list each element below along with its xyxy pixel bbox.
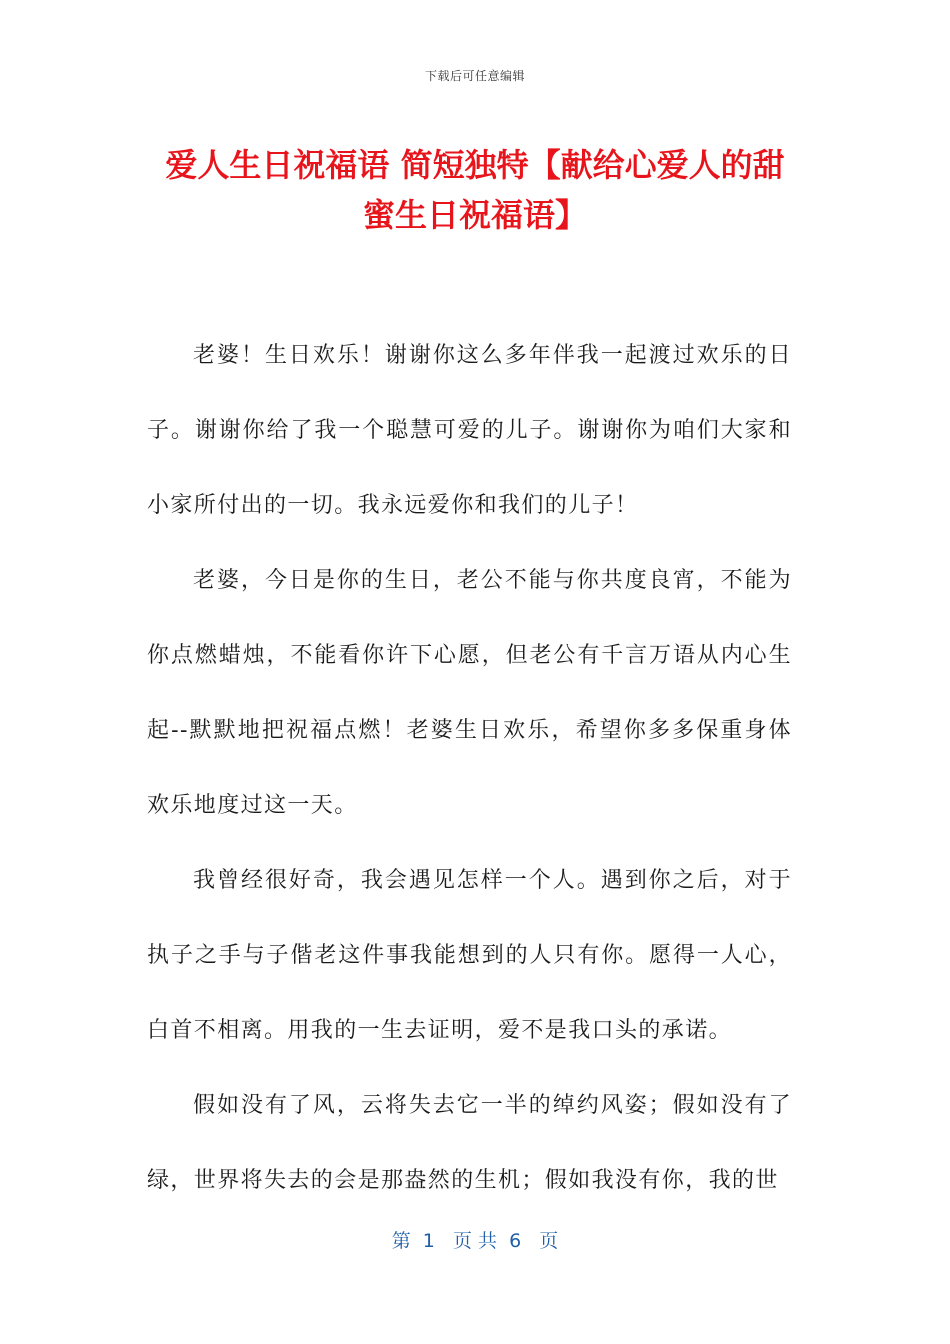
page-number-footer: 第 1 页 共 6 页 (391, 1230, 559, 1252)
paragraph-2: 老婆，今日是你的生日，老公不能与你共度良宵，不能为你点燃蜡烛，不能看你许下心愿，但老公有千言万语从内心生起--默默地把祝福点燃！老婆生日欢乐，希望你多多保重身体欢乐地度过这一天。 (147, 568, 792, 818)
paragraph-4: 假如没有了风，云将失去它一半的绰约风姿；假如没有了绿，世界将失去的会是那盎然的生机；假如我没有你，我的世 (147, 1093, 792, 1193)
paragraph-3: 我曾经很好奇，我会遇见怎样一个人。遇到你之后，对于执子之手与子偕老这件事我能想到的人只有你。愿得一人心，白首不相离。用我的一生去证明，爱不是我口头的承诺。 (147, 868, 792, 1043)
document-title (140, 140, 810, 240)
document-title-line-1: 爱人生日祝福语 简短独特【献给心爱人的甜 (165, 146, 785, 184)
document-body (147, 318, 792, 1218)
document-title-line-2: 蜜生日祝福语】 (362, 196, 587, 234)
page-header-note: 下载后可任意编辑 (424, 69, 525, 83)
paragraph-1: 老婆！生日欢乐！谢谢你这么多年伴我一起渡过欢乐的日子。谢谢你给了我一个聪慧可爱的儿子。谢谢你为咱们大家和小家所付出的一切。我永远爱你和我们的儿子！ (147, 343, 792, 518)
